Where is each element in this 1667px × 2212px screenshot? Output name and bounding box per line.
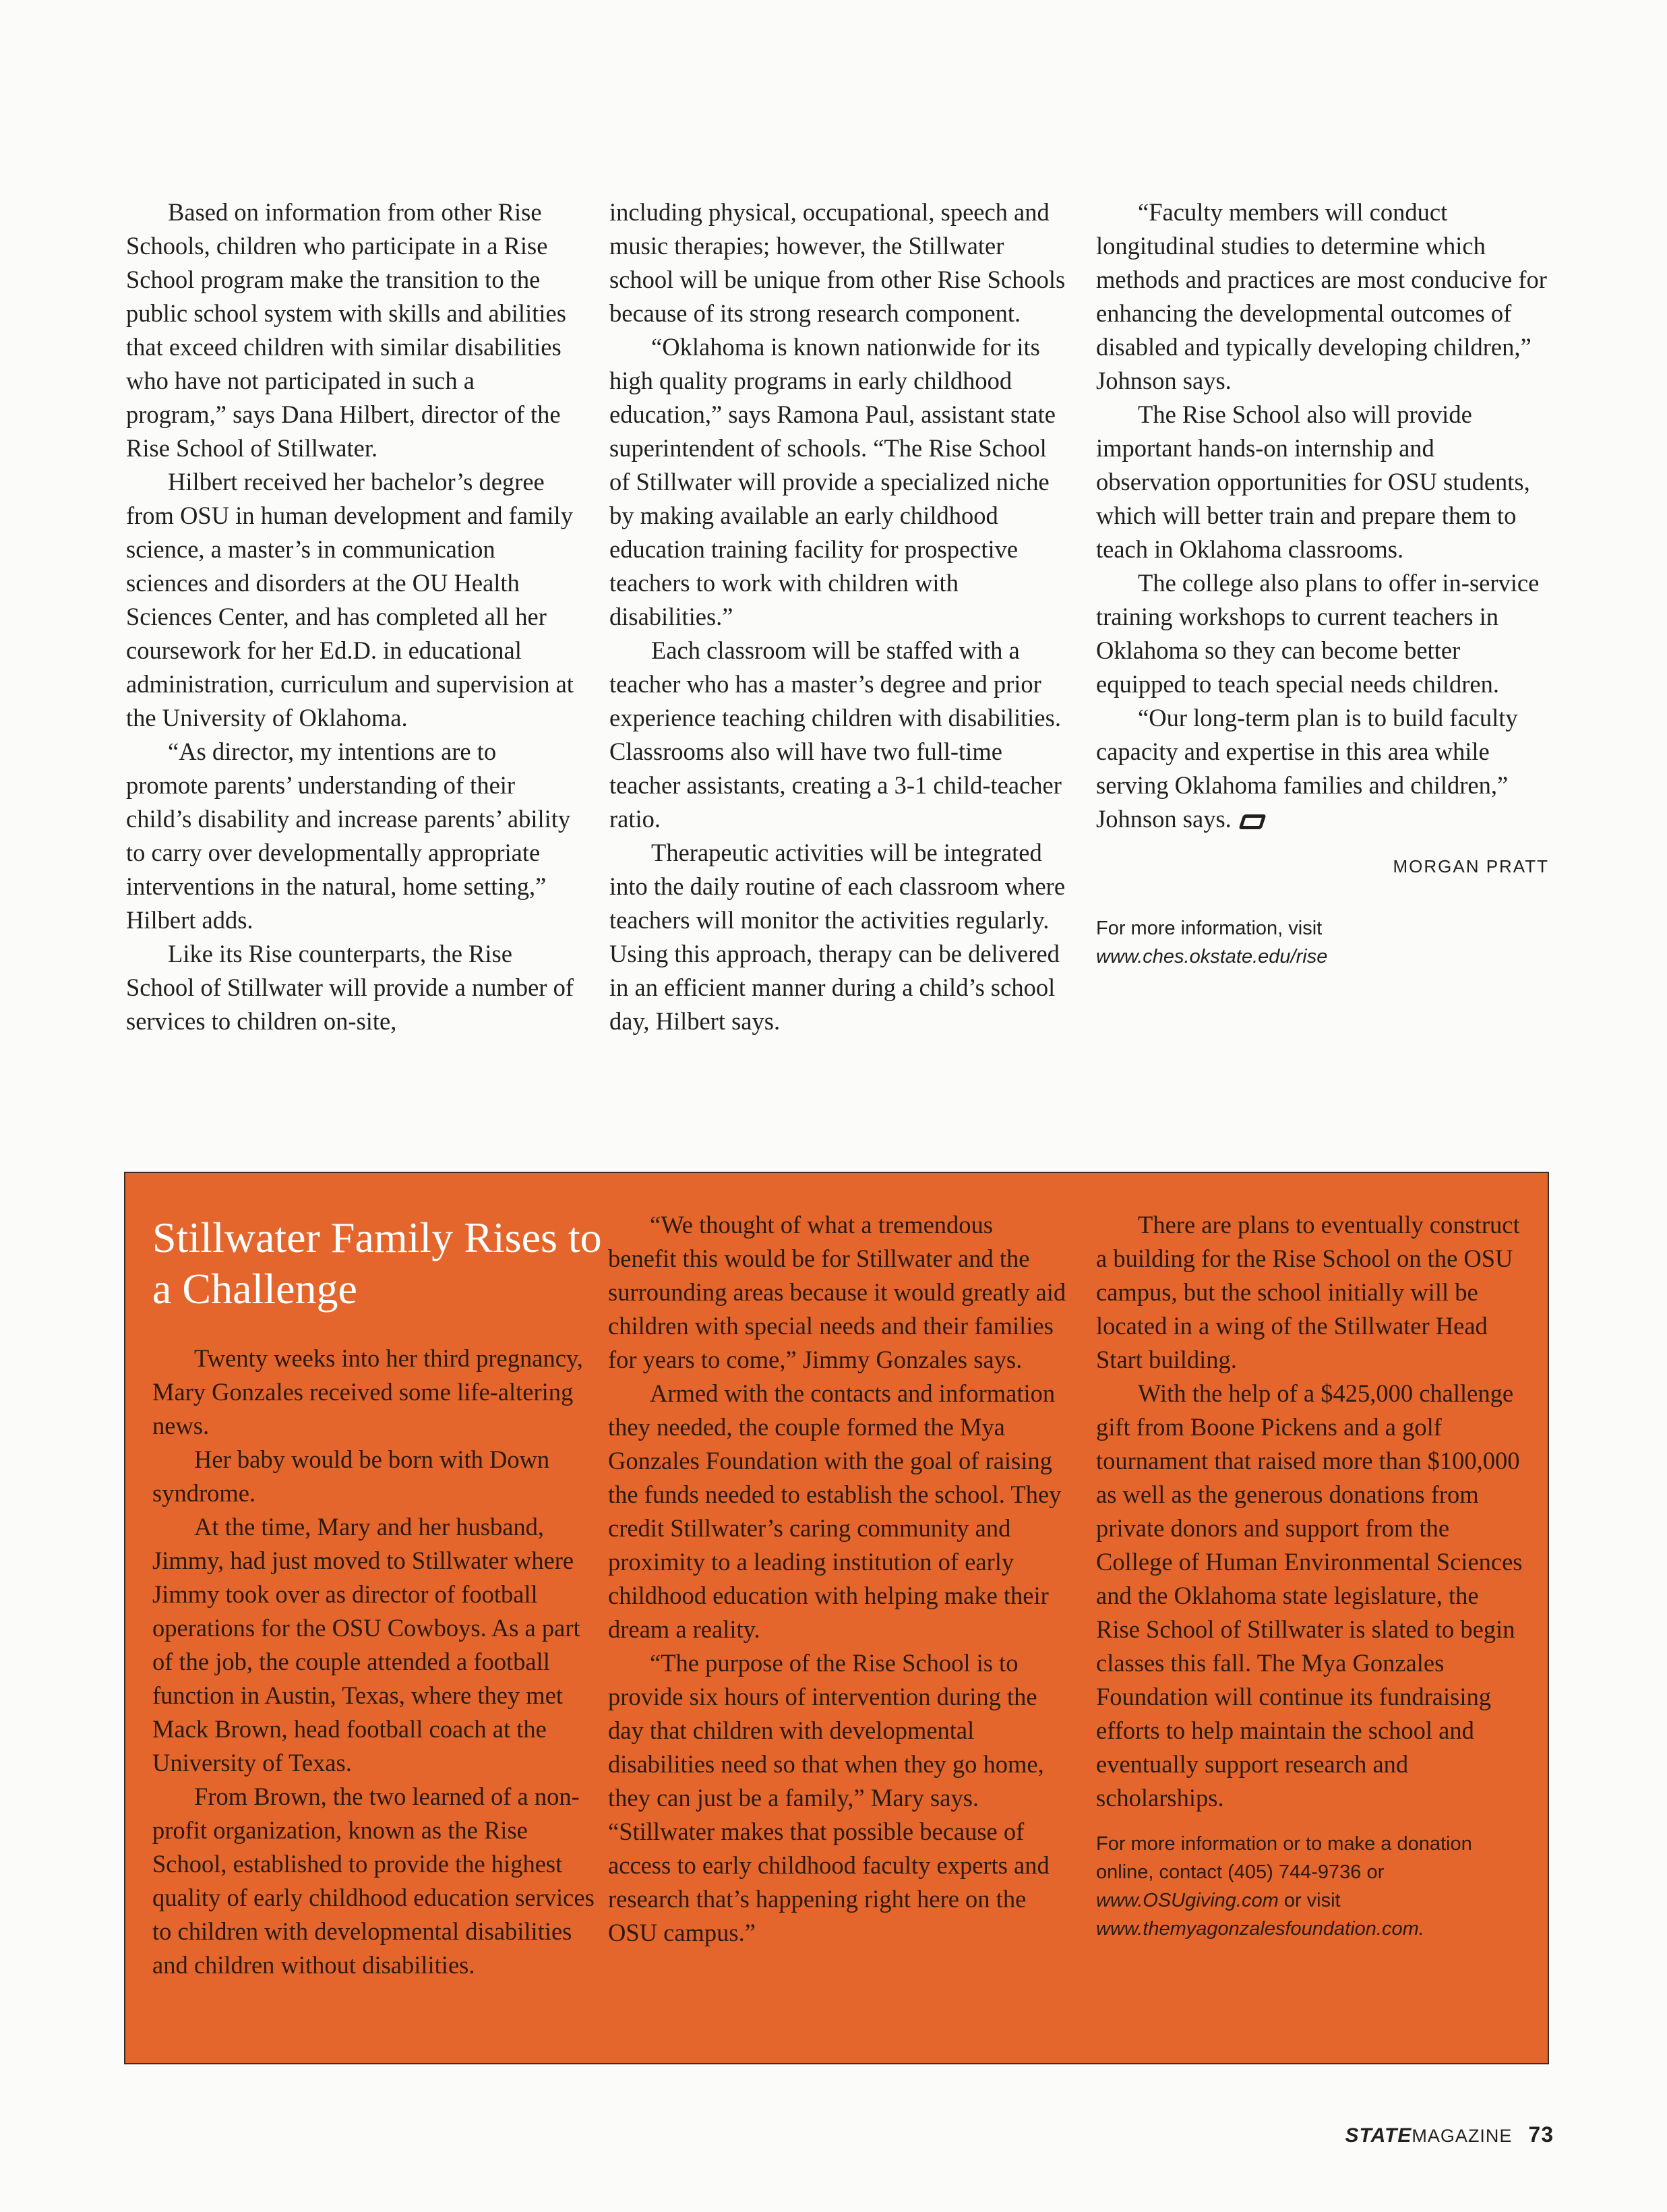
sidebar-box (124, 1172, 1549, 2064)
paragraph: Twenty weeks into her third pregnancy, Mary Gonzales received some life-altering news. (152, 1344, 583, 1439)
article-column-2 (609, 196, 1068, 1038)
article-column-3 (1096, 196, 1549, 971)
osugiving-link[interactable]: www.OSUgiving.com (1096, 1890, 1279, 1911)
sidebar-info-text: or visit (1283, 1890, 1341, 1911)
sidebar-more-info (1096, 1830, 1527, 1943)
paragraph: “The purpose of the Rise School is to provide six hours of intervention during the day that children with developmental disabilities need so that when they go home, they can just be a family,” Mary says. “Stillwater makes that possible because of access to early childhood faculty experts and research that’s happening right here on the OSU campus.” (608, 1649, 1050, 1946)
paragraph: Like its Rise counterparts, the Rise School of Stillwater will provide a number of services to children on-site, (126, 940, 574, 1035)
paragraph-text: “Our long-term plan is to build faculty capacity and expertise in this area while serving Oklahoma families and children,” Johnson says. (1096, 704, 1518, 833)
paragraph: From Brown, the two learned of a non-profit organization, known as the Rise School, established to provide the highest quality of early childhood education services to children with developmental disabilities and children without disabilities. (152, 1783, 595, 1979)
sidebar-title: Stillwater Family Rises to a Challenge (152, 1214, 602, 1313)
more-info-link[interactable]: www.ches.okstate.edu/rise (1096, 946, 1328, 967)
paragraph: At the time, Mary and her husband, Jimmy, had just moved to Stillwater where Jimmy took over as director of football operations for the OSU Cowboys. As a part of the job, the couple attended a football function in Austin, Texas, where they met Mack Brown, head football coach at the University of Texas. (152, 1513, 580, 1776)
sidebar-column-3 (1096, 1208, 1527, 1943)
page-footer (1345, 2122, 1554, 2147)
paragraph: With the help of a $425,000 challenge gift from Boone Pickens and a golf tournament that raised more than $100,000 as well as the generous donations from private donors and support from the College of Human Environmental Sciences and the Oklahoma state legislature, the Rise School of Stillwater is slated to begin classes this fall. The Mya Gonzales Foundation will continue its fundraising efforts to help maintain the school and eventually support research and scholarships. (1096, 1379, 1523, 1812)
paragraph: Each classroom will be staffed with a teacher who has a master’s degree and prior experience teaching children with disabilities. Classrooms also will have two full-time teacher assistants, creating a 3-1 child-teacher ratio. (609, 636, 1062, 833)
foundation-link[interactable]: www.themyagonzalesfoundation.com. (1096, 1918, 1424, 1940)
paragraph: Therapeutic activities will be integrated into the daily routine of each classroom where teachers will monitor the activities regularly. Using this approach, therapy can be delivered in an efficient manner during a child’s school day, Hilbert says. (609, 839, 1066, 1035)
magazine-brand: STATE (1345, 2124, 1412, 2147)
sidebar-column-2 (608, 1208, 1066, 1950)
paragraph: Hilbert received her bachelor’s degree from OSU in human development and family science, a master’s in communication sciences and disorders at the OU Health Sciences Center, and has completed all her coursework for her Ed.D. in educational administration, curriculum and supervision at the University of Oklahoma. (126, 468, 574, 731)
more-info-label: For more information, visit (1096, 918, 1323, 939)
paragraph: Armed with the contacts and information they needed, the couple formed the Mya Gonzales Foundation with the goal of raising the funds needed to establish the school. They credit Stillwater’s caring community and proximity to a leading institution of early childhood education with helping make their dream a reality. (608, 1379, 1062, 1643)
paragraph: “Faculty members will conduct longitudinal studies to determine which methods and practices are most conducive for enhancing the developmental outcomes of disabled and typically developing children,” Johnson says. (1096, 198, 1547, 394)
paragraph: The Rise School also will provide important hands-on internship and observation opportunities for OSU students, which will better train and prepare them to teach in Oklahoma classrooms. (1096, 400, 1530, 563)
osu-logo-end-mark-icon (1238, 814, 1266, 829)
paragraph: “We thought of what a tremendous benefit this would be for Stillwater and the surrounding areas because it would greatly aid children with special needs and their families for years to come,” Jimmy Gonzales says. (608, 1211, 1066, 1373)
paragraph: Her baby would be born with Down syndrome. (152, 1445, 550, 1507)
sidebar-info-text: For more information or to make a donation online, contact (405) 744-9736 or (1096, 1833, 1472, 1883)
paragraph: “Oklahoma is known nationwide for its high quality programs in early childhood education,” says Ramona Paul, assistant state superintendent of schools. “The Rise School of Stillwater will provide a specialized niche by making available an early childhood education training facility for prospective teachers to work with children with disabilities.” (609, 333, 1056, 630)
paragraph: including physical, occupational, speech and music therapies; however, the Stillwater school will be unique from other Rise Schools because of its strong research component. (609, 198, 1066, 327)
paragraph: The college also plans to offer in-service training workshops to current teachers in Oklahoma so they can become better equipped to teach special needs children. (1096, 569, 1540, 698)
article-column-1 (126, 196, 579, 1038)
page-number: 73 (1528, 2122, 1554, 2147)
paragraph: “As director, my intentions are to promote parents’ understanding of their child’s disability and increase parents’ ability to carry over developmentally appropriate interventions in the natural, home setting,” Hilbert adds. (126, 738, 571, 934)
more-info (1096, 914, 1549, 971)
paragraph: There are plans to eventually construct a building for the Rise School on the OSU campus, but the school initially will be located in a wing of the Stillwater Head Start building. (1096, 1211, 1520, 1373)
magazine-label: MAGAZINE (1412, 2126, 1513, 2146)
sidebar-column-1 (152, 1212, 605, 1982)
author-byline: MORGAN PRATT (1393, 856, 1549, 876)
paragraph: Based on information from other Rise Schools, children who participate in a Rise School program make the transition to the public school system with skills and abilities that exceed children with similar disabilities who have not participated in such a program,” says Dana Hilbert, director of the Rise School of Stillwater. (126, 198, 566, 462)
paragraph (1096, 701, 1549, 836)
